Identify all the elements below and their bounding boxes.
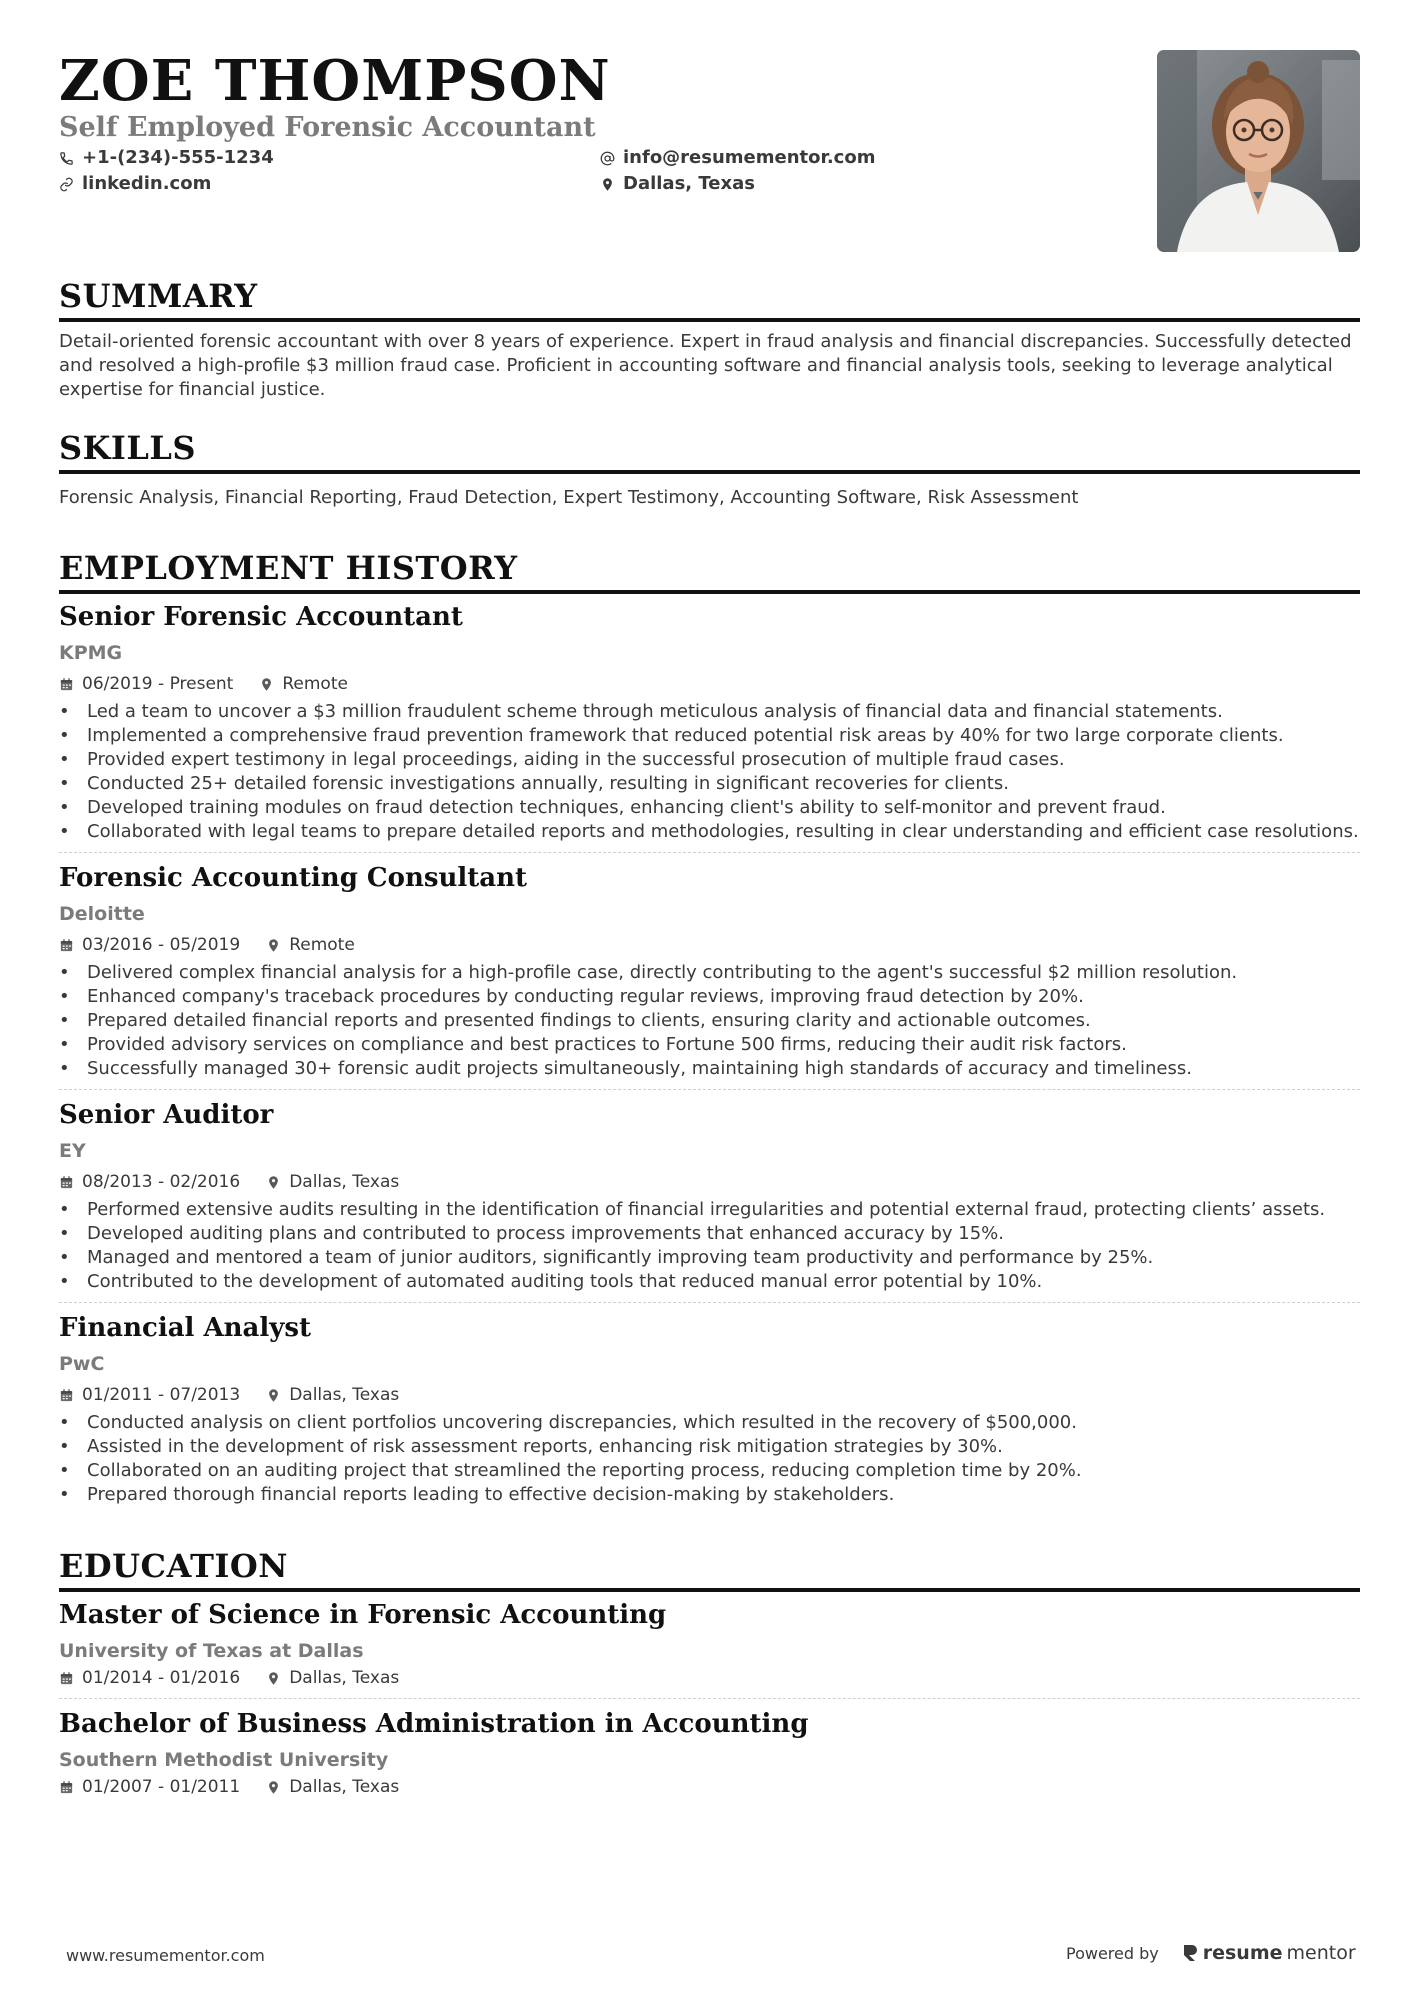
job-meta [59,1170,1360,1194]
education-dates [59,1666,240,1690]
location-pin-icon [600,177,615,192]
calendar-icon [59,1175,74,1190]
calendar-icon [59,1388,74,1403]
calendar-icon [59,1780,74,1795]
location-pin-icon [266,938,281,953]
school-name: University of Texas at Dallas [59,1640,364,1662]
resume-header [59,48,1360,258]
job-divider [59,1302,1360,1303]
job-dates-text: 01/2011 - 07/2013 [82,1385,241,1405]
job-entry [59,1098,1360,1294]
calendar-icon [59,677,74,692]
job-dates [59,672,233,696]
footer-branding[interactable] [1066,1942,1356,1964]
footer-website-link[interactable]: www.resumementor.com [66,1946,265,1965]
job-dates-text: 06/2019 - Present [82,674,234,694]
education-location-text: Dallas, Texas [289,1777,400,1797]
job-location [266,1383,399,1407]
job-entry [59,861,1360,1081]
job-location-text: Dallas, Texas [289,1172,400,1192]
job-entry [59,600,1360,844]
job-dates [59,1170,240,1194]
job-title: Senior Forensic Accountant [59,602,463,632]
bullet-item: • Collaborated with legal teams to prepare detailed reports and methodologies, resulting in clear understanding and efficient case resolutions. [59,820,1360,844]
location-pin-icon [266,1175,281,1190]
skills-section [59,428,1360,510]
link-icon [59,177,74,192]
bullet-item: • Delivered complex financial analysis for a high-profile case, directly contributing to the agent's successful $2 million resolution. [59,961,1360,985]
brand-name-bold: resume [1202,1942,1283,1964]
education-dates-text: 01/2014 - 01/2016 [82,1668,241,1688]
job-bullets [59,700,1360,844]
education-heading: EDUCATION [59,1546,1360,1592]
brand-mark-icon [1181,1943,1199,1963]
job-location [266,933,355,957]
job-title: Financial Analyst [59,1313,312,1343]
education-location [266,1775,399,1799]
location-pin-icon [259,677,274,692]
job-location-text: Remote [289,935,355,955]
education-dates-text: 01/2007 - 01/2011 [82,1777,241,1797]
summary-heading: SUMMARY [59,276,1360,322]
job-meta [59,1383,1360,1407]
company-name: EY [59,1140,86,1162]
job-title: Forensic Accounting Consultant [59,863,528,893]
job-dates-text: 03/2016 - 05/2019 [82,935,241,955]
education-location-text: Dallas, Texas [289,1668,400,1688]
summary-section [59,276,1360,402]
job-divider [59,1089,1360,1090]
job-title: Senior Auditor [59,1100,274,1130]
skills-heading: SKILLS [59,428,1360,474]
bullet-item: • Prepared detailed financial reports and presented findings to clients, ensuring clarity and actionable outcomes. [59,1009,1360,1033]
bullet-item: • Managed and mentored a team of junior auditors, significantly improving team productivity and performance by 25%. [59,1246,1360,1270]
job-location [259,672,348,696]
at-sign-icon [600,151,615,166]
bullet-item: • Contributed to the development of automated auditing tools that reduced manual error potential by 10%. [59,1270,1360,1294]
job-bullets [59,1198,1360,1294]
job-meta [59,933,1360,957]
bullet-item: • Provided expert testimony in legal proceedings, aiding in the successful prosecution of multiple fraud cases. [59,748,1360,772]
job-dates [59,933,240,957]
bullet-item: • Developed training modules on fraud detection techniques, enhancing client's ability to self-monitor and prevent fraud. [59,796,1360,820]
education-entry [59,1707,1360,1799]
location-pin-icon [266,1388,281,1403]
bullet-item: • Implemented a comprehensive fraud prevention framework that reduced potential risk areas by 40% for two large corporate clients. [59,724,1360,748]
bullet-item: • Performed extensive audits resulting in the identification of financial irregularities and potential external fraud, protecting clients’ assets. [59,1198,1360,1222]
location-text: Dallas, Texas [623,173,755,194]
powered-by-label: Powered by [1066,1943,1159,1963]
education-entry [59,1598,1360,1690]
linkedin-text: linkedin.com [82,173,212,194]
brand-logo [1181,1942,1356,1964]
company-name: PwC [59,1353,105,1375]
phone-icon [59,151,74,166]
bullet-item: • Led a team to uncover a $3 million fraudulent scheme through meticulous analysis of financial data and financial statements. [59,700,1360,724]
job-bullets [59,961,1360,1081]
skills-text: Forensic Analysis, Financial Reporting, Fraud Detection, Expert Testimony, Accounting Software, Risk Assessment [59,487,1079,508]
bullet-item: • Provided advisory services on compliance and best practices to Fortune 500 firms, reducing their audit risk factors. [59,1033,1360,1057]
job-meta [59,672,1360,696]
bullet-item: • Conducted analysis on client portfolios uncovering discrepancies, which resulted in the recovery of $500,000. [59,1411,1360,1435]
education-divider [59,1698,1360,1699]
bullet-item: • Assisted in the development of risk assessment reports, enhancing risk mitigation strategies by 30%. [59,1435,1360,1459]
job-bullets [59,1411,1360,1507]
profile-photo [1157,50,1360,252]
company-name: KPMG [59,642,123,664]
candidate-name: ZOE THOMPSON [59,48,611,114]
summary-text: Detail-oriented forensic accountant with over 8 years of experience. Expert in fraud analysis and financial discrepancies. Successfully detected and resolved a high-profile $3 million fraud case. Proficient in accounting software and financial analysis tools, seeking to leverage analytical expertise for financial justice. [59,331,1352,400]
bullet-item: • Enhanced company's traceback procedures by conducting regular reviews, improving fraud detection by 20%. [59,985,1360,1009]
job-location-text: Dallas, Texas [289,1385,400,1405]
education-dates [59,1775,240,1799]
linkedin-contact[interactable] [59,172,211,196]
education-section [59,1546,1360,1799]
company-name: Deloitte [59,903,145,925]
job-dates [59,1383,240,1407]
education-meta [59,1666,1360,1690]
phone-contact[interactable] [59,146,274,170]
email-text: info@resumementor.com [623,147,876,168]
education-location [266,1666,399,1690]
job-entry [59,1311,1360,1507]
employment-heading: EMPLOYMENT HISTORY [59,548,1360,594]
job-location-text: Remote [282,674,348,694]
phone-text: +1-(234)-555-1234 [82,147,274,168]
employment-section [59,548,1360,1507]
bullet-item: • Successfully managed 30+ forensic audit projects simultaneously, maintaining high standards of accuracy and timeliness. [59,1057,1360,1081]
job-divider [59,852,1360,853]
job-location [266,1170,399,1194]
location-pin-icon [266,1780,281,1795]
brand-name-light: mentor [1286,1942,1356,1964]
bullet-item: • Developed auditing plans and contributed to process improvements that enhanced accuracy by 15%. [59,1222,1360,1246]
calendar-icon [59,1671,74,1686]
job-dates-text: 08/2013 - 02/2016 [82,1172,241,1192]
email-contact[interactable] [600,146,875,170]
degree-title: Bachelor of Business Administration in Accounting [59,1709,809,1739]
candidate-title: Self Employed Forensic Accountant [59,112,596,143]
degree-title: Master of Science in Forensic Accounting [59,1600,667,1630]
calendar-icon [59,938,74,953]
school-name: Southern Methodist University [59,1749,389,1771]
bullet-item: • Prepared thorough financial reports leading to effective decision-making by stakeholders. [59,1483,1360,1507]
bullet-item: • Collaborated on an auditing project that streamlined the reporting process, reducing completion time by 20%. [59,1459,1360,1483]
bullet-item: • Conducted 25+ detailed forensic investigations annually, resulting in significant recoveries for clients. [59,772,1360,796]
location-contact [600,172,755,196]
location-pin-icon [266,1671,281,1686]
education-meta [59,1775,1360,1799]
